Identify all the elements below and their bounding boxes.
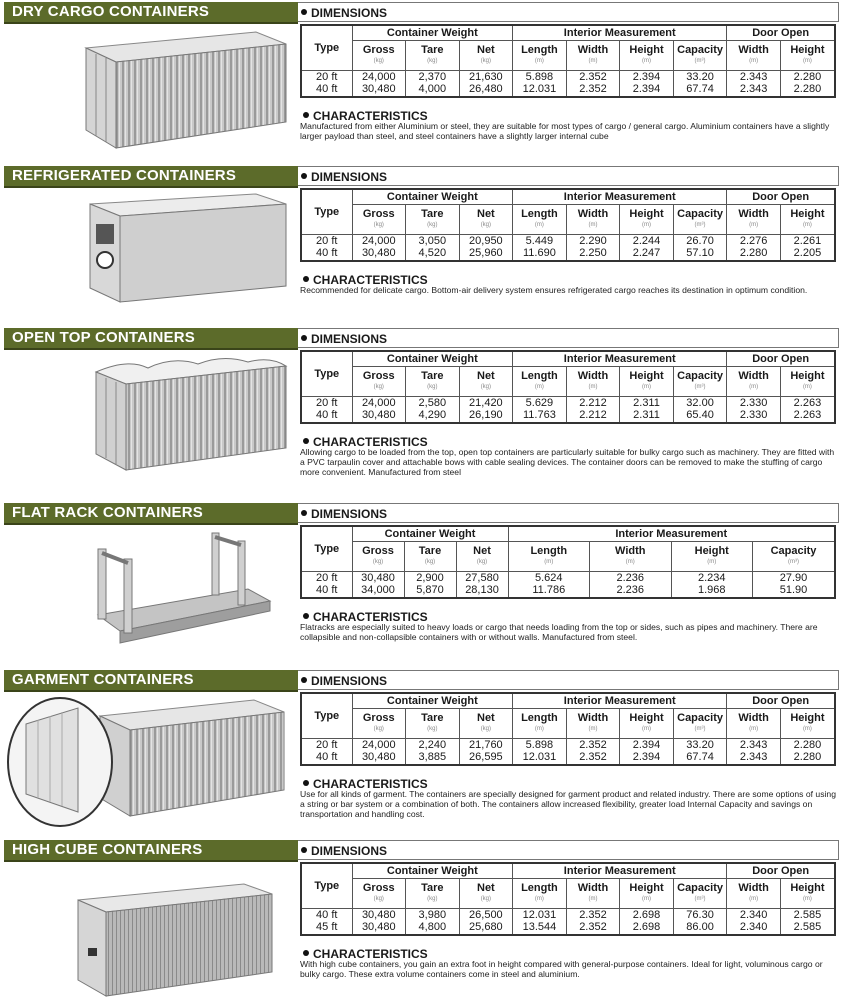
table-cell: 2.280 bbox=[780, 71, 834, 84]
table-cell: 24,000 bbox=[352, 739, 406, 752]
dimensions-table bbox=[302, 527, 834, 597]
table-cell: 3,885 bbox=[406, 752, 460, 764]
table-cell: 1.968 bbox=[671, 585, 752, 597]
characteristics-label: CHARACTERISTICS bbox=[313, 946, 428, 961]
garment-container-image bbox=[0, 694, 298, 830]
group-interior-measurement: Interior Measurement bbox=[513, 694, 727, 709]
table-cell: 2.280 bbox=[780, 752, 834, 764]
section-title: REFRIGERATED CONTAINERS bbox=[12, 167, 237, 184]
refrigerated-container-image bbox=[8, 190, 298, 326]
table-row bbox=[302, 922, 834, 934]
table-cell: 21,420 bbox=[459, 397, 513, 410]
table-cell: 2.698 bbox=[620, 922, 674, 934]
dimensions-table-wrap bbox=[300, 862, 836, 936]
dimensions-table-wrap bbox=[300, 692, 836, 766]
table-cell: 33.20 bbox=[673, 71, 727, 84]
table-cell: 2.280 bbox=[727, 248, 781, 260]
table-cell: 2,240 bbox=[406, 739, 460, 752]
dimensions-label: DIMENSIONS bbox=[311, 843, 388, 858]
table-cell: 3,050 bbox=[406, 235, 460, 248]
characteristics-header bbox=[300, 945, 428, 959]
table-cell: 2,580 bbox=[406, 397, 460, 410]
col-door-width: Width (m) bbox=[727, 709, 781, 739]
group-interior-measurement: Interior Measurement bbox=[513, 26, 727, 41]
col-length: Length (m) bbox=[513, 367, 567, 397]
col-width: Width (m) bbox=[590, 542, 671, 572]
characteristics-text: Allowing cargo to be loaded from the top, open top containers are particularly suitable for bulky cargo such as machinery. They are fitted with a PVC tarpaulin cover and attachable bows with cable sealing devices. The container doors can be removed to make the stuffing of cargo more convenient. Manufactured from steel bbox=[300, 447, 835, 477]
group-door-open: Door Open bbox=[727, 190, 834, 205]
dimensions-table bbox=[302, 694, 834, 764]
col-length: Length (m) bbox=[513, 205, 567, 235]
table-row bbox=[302, 410, 834, 422]
table-cell: 2.234 bbox=[671, 572, 752, 585]
table-cell: 2.352 bbox=[566, 922, 620, 934]
bullet-icon bbox=[303, 276, 309, 282]
table-cell: 25,960 bbox=[459, 248, 513, 260]
group-door-open: Door Open bbox=[727, 352, 834, 367]
table-cell: 12.031 bbox=[513, 909, 567, 922]
table-cell: 65.40 bbox=[673, 410, 727, 422]
table-cell: 5.449 bbox=[513, 235, 567, 248]
dimensions-label: DIMENSIONS bbox=[311, 506, 388, 521]
table-cell: 30,480 bbox=[352, 922, 406, 934]
table-cell: 2.352 bbox=[566, 739, 620, 752]
table-cell: 4,000 bbox=[406, 84, 460, 96]
group-container-weight: Container Weight bbox=[352, 694, 513, 709]
group-container-weight: Container Weight bbox=[352, 352, 513, 367]
table-row bbox=[302, 585, 834, 597]
col-capacity: Capacity (m³) bbox=[673, 41, 727, 71]
col-door-width: Width (m) bbox=[727, 205, 781, 235]
section-title: OPEN TOP CONTAINERS bbox=[12, 329, 195, 346]
table-row bbox=[302, 397, 834, 410]
bullet-icon bbox=[301, 847, 307, 853]
table-cell: 2.340 bbox=[727, 909, 781, 922]
col-width: Width (m) bbox=[566, 205, 620, 235]
table-cell: 11.763 bbox=[513, 410, 567, 422]
characteristics-header bbox=[300, 271, 428, 285]
section-title-bar bbox=[4, 2, 298, 24]
table-cell: 21,630 bbox=[459, 71, 513, 84]
col-door-height: Height (m) bbox=[780, 205, 834, 235]
table-cell: 12.031 bbox=[513, 84, 567, 96]
col-height: Height (m) bbox=[620, 205, 674, 235]
table-cell: 30,480 bbox=[352, 572, 404, 585]
flat-rack-container-image bbox=[8, 527, 298, 663]
section-title-bar bbox=[4, 328, 298, 350]
col-tare: Tare (kg) bbox=[406, 367, 460, 397]
table-cell: 34,000 bbox=[352, 585, 404, 597]
table-cell: 2.352 bbox=[566, 752, 620, 764]
col-tare: Tare (kg) bbox=[406, 205, 460, 235]
col-width: Width (m) bbox=[566, 879, 620, 909]
group-door-open: Door Open bbox=[727, 26, 834, 41]
characteristics-text: Flatracks are especially suited to heavy loads or cargo that needs loading from the top or sides, such as pipes and machinery. There are collapsible and non-collapsible containers with or without walls. Manufactured from steel. bbox=[300, 622, 818, 642]
dimensions-header bbox=[298, 328, 839, 348]
col-tare: Tare (kg) bbox=[406, 709, 460, 739]
table-cell: 2.244 bbox=[620, 235, 674, 248]
table-row bbox=[302, 71, 834, 84]
col-height: Height (m) bbox=[620, 879, 674, 909]
section-open-top bbox=[0, 326, 850, 490]
col-net: Net (kg) bbox=[459, 41, 513, 71]
table-cell: 2.236 bbox=[590, 585, 671, 597]
table-cell: 67.74 bbox=[673, 752, 727, 764]
col-type: Type bbox=[302, 26, 352, 71]
table-row bbox=[302, 572, 834, 585]
section-title: FLAT RACK CONTAINERS bbox=[12, 504, 203, 521]
dimensions-label: DIMENSIONS bbox=[311, 169, 388, 184]
table-cell: 2.340 bbox=[727, 922, 781, 934]
col-net: Net (kg) bbox=[459, 709, 513, 739]
col-capacity: Capacity (m³) bbox=[673, 879, 727, 909]
table-cell: 20,950 bbox=[459, 235, 513, 248]
table-cell: 20 ft bbox=[316, 571, 338, 584]
table-cell: 20 ft bbox=[316, 234, 338, 247]
table-cell: 2.394 bbox=[620, 752, 674, 764]
characteristics-header bbox=[300, 107, 428, 121]
col-gross: Gross (kg) bbox=[352, 879, 406, 909]
table-cell: 2.247 bbox=[620, 248, 674, 260]
table-cell: 24,000 bbox=[352, 235, 406, 248]
table-cell: 2.394 bbox=[620, 739, 674, 752]
table-cell: 2.311 bbox=[620, 397, 674, 410]
section-title: DRY CARGO CONTAINERS bbox=[12, 3, 210, 20]
table-cell: 40 ft bbox=[316, 908, 338, 921]
col-door-width: Width (m) bbox=[727, 367, 781, 397]
table-cell: 2.290 bbox=[566, 235, 620, 248]
col-tare: Tare (kg) bbox=[406, 41, 460, 71]
table-cell: 2.263 bbox=[780, 397, 834, 410]
col-capacity: Capacity (m³) bbox=[752, 542, 834, 572]
col-capacity: Capacity (m³) bbox=[673, 709, 727, 739]
table-cell: 27.90 bbox=[752, 572, 834, 585]
col-type: Type bbox=[302, 864, 352, 909]
table-cell: 67.74 bbox=[673, 84, 727, 96]
dry-cargo-container-image bbox=[8, 26, 298, 162]
table-cell: 4,800 bbox=[406, 922, 460, 934]
high-cube-container-image bbox=[8, 864, 298, 1000]
table-cell: 28,130 bbox=[456, 585, 508, 597]
bullet-icon bbox=[303, 438, 309, 444]
dimensions-table-wrap bbox=[300, 350, 836, 424]
dimensions-table bbox=[302, 864, 834, 934]
characteristics-label: CHARACTERISTICS bbox=[313, 434, 428, 449]
characteristics-header bbox=[300, 608, 428, 622]
table-cell: 40 ft bbox=[316, 247, 338, 260]
characteristics-text: Manufactured from either Aluminium or steel, they are suitable for most types of cargo / general cargo. Aluminium containers have a slightly larger payload than steel, and steel containers have a slightly larger internal cube bbox=[300, 121, 830, 141]
table-cell: 2,900 bbox=[404, 572, 456, 585]
table-cell: 12.031 bbox=[513, 752, 567, 764]
col-tare: Tare (kg) bbox=[404, 542, 456, 572]
table-cell: 4,290 bbox=[406, 410, 460, 422]
table-cell: 26,190 bbox=[459, 410, 513, 422]
group-interior-measurement: Interior Measurement bbox=[513, 352, 727, 367]
table-cell: 57.10 bbox=[673, 248, 727, 260]
col-type: Type bbox=[302, 527, 352, 572]
characteristics-label: CHARACTERISTICS bbox=[313, 108, 428, 123]
table-cell: 40 ft bbox=[316, 409, 338, 422]
group-interior-measurement: Interior Measurement bbox=[513, 190, 727, 205]
col-tare: Tare (kg) bbox=[406, 879, 460, 909]
table-cell: 2.698 bbox=[620, 909, 674, 922]
table-cell: 2.276 bbox=[727, 235, 781, 248]
group-door-open: Door Open bbox=[727, 864, 834, 879]
col-type: Type bbox=[302, 190, 352, 235]
group-container-weight: Container Weight bbox=[352, 864, 513, 879]
table-cell: 76.30 bbox=[673, 909, 727, 922]
table-cell: 2.343 bbox=[727, 71, 781, 84]
section-title: HIGH CUBE CONTAINERS bbox=[12, 841, 203, 858]
table-cell: 30,480 bbox=[352, 752, 406, 764]
col-door-height: Height (m) bbox=[780, 41, 834, 71]
table-cell: 2.212 bbox=[566, 397, 620, 410]
dimensions-table bbox=[302, 352, 834, 422]
dimensions-table bbox=[302, 26, 834, 96]
table-cell: 26,500 bbox=[459, 909, 513, 922]
col-gross: Gross (kg) bbox=[352, 367, 406, 397]
table-cell: 5.898 bbox=[513, 739, 567, 752]
col-net: Net (kg) bbox=[459, 367, 513, 397]
table-cell: 2.263 bbox=[780, 410, 834, 422]
table-cell: 40 ft bbox=[316, 751, 338, 764]
col-type: Type bbox=[302, 694, 352, 739]
bullet-icon bbox=[303, 112, 309, 118]
table-cell: 2.352 bbox=[566, 84, 620, 96]
col-type: Type bbox=[302, 352, 352, 397]
table-cell: 2.343 bbox=[727, 752, 781, 764]
table-cell: 33.20 bbox=[673, 739, 727, 752]
table-cell: 2.585 bbox=[780, 922, 834, 934]
characteristics-label: CHARACTERISTICS bbox=[313, 609, 428, 624]
table-cell: 26,595 bbox=[459, 752, 513, 764]
table-cell: 5,870 bbox=[404, 585, 456, 597]
col-capacity: Capacity (m³) bbox=[673, 205, 727, 235]
bullet-icon bbox=[301, 9, 307, 15]
table-cell: 30,480 bbox=[352, 84, 406, 96]
characteristics-header bbox=[300, 775, 428, 789]
table-row bbox=[302, 739, 834, 752]
section-dry-cargo bbox=[0, 0, 850, 164]
bullet-icon bbox=[303, 613, 309, 619]
table-row bbox=[302, 909, 834, 922]
bullet-icon bbox=[303, 780, 309, 786]
table-cell: 25,680 bbox=[459, 922, 513, 934]
characteristics-label: CHARACTERISTICS bbox=[313, 776, 428, 791]
table-cell: 40 ft bbox=[316, 83, 338, 96]
dimensions-label: DIMENSIONS bbox=[311, 5, 388, 20]
table-cell: 2.585 bbox=[780, 909, 834, 922]
section-high-cube bbox=[0, 838, 850, 1002]
bullet-icon bbox=[301, 173, 307, 179]
col-gross: Gross (kg) bbox=[352, 542, 404, 572]
dimensions-table-wrap bbox=[300, 24, 836, 98]
col-gross: Gross (kg) bbox=[352, 41, 406, 71]
table-cell: 2.261 bbox=[780, 235, 834, 248]
dimensions-header bbox=[298, 840, 839, 860]
col-door-height: Height (m) bbox=[780, 879, 834, 909]
table-cell: 45 ft bbox=[316, 921, 338, 934]
group-interior-measurement: Interior Measurement bbox=[513, 864, 727, 879]
col-length: Length (m) bbox=[513, 709, 567, 739]
col-net: Net (kg) bbox=[456, 542, 508, 572]
table-cell: 40 ft bbox=[316, 584, 338, 597]
table-cell: 2.236 bbox=[590, 572, 671, 585]
section-title-bar bbox=[4, 503, 298, 525]
characteristics-text: Recommended for delicate cargo. Bottom-air delivery system ensures refrigerated cargo reaches its destination in optimum condition. bbox=[300, 285, 808, 295]
bullet-icon bbox=[301, 677, 307, 683]
table-row bbox=[302, 248, 834, 260]
dimensions-header bbox=[298, 670, 839, 690]
col-length: Length (m) bbox=[513, 41, 567, 71]
col-width: Width (m) bbox=[566, 709, 620, 739]
section-title-bar bbox=[4, 166, 298, 188]
table-cell: 20 ft bbox=[316, 70, 338, 83]
table-cell: 20 ft bbox=[316, 396, 338, 409]
table-cell: 2.352 bbox=[566, 71, 620, 84]
dimensions-table-wrap bbox=[300, 188, 836, 262]
table-cell: 11.690 bbox=[513, 248, 567, 260]
group-container-weight: Container Weight bbox=[352, 527, 508, 542]
table-cell: 86.00 bbox=[673, 922, 727, 934]
table-cell: 2.330 bbox=[727, 397, 781, 410]
col-door-height: Height (m) bbox=[780, 709, 834, 739]
table-cell: 30,480 bbox=[352, 248, 406, 260]
dimensions-label: DIMENSIONS bbox=[311, 331, 388, 346]
col-net: Net (kg) bbox=[459, 205, 513, 235]
dimensions-header bbox=[298, 166, 839, 186]
dimensions-table-wrap bbox=[300, 525, 836, 599]
table-row bbox=[302, 752, 834, 764]
table-cell: 2.394 bbox=[620, 71, 674, 84]
section-title-bar bbox=[4, 670, 298, 692]
col-height: Height (m) bbox=[620, 709, 674, 739]
bullet-icon bbox=[301, 335, 307, 341]
table-cell: 2.343 bbox=[727, 739, 781, 752]
table-cell: 2.205 bbox=[780, 248, 834, 260]
col-width: Width (m) bbox=[566, 41, 620, 71]
table-cell: 26.70 bbox=[673, 235, 727, 248]
dimensions-header bbox=[298, 503, 839, 523]
col-gross: Gross (kg) bbox=[352, 205, 406, 235]
col-length: Length (m) bbox=[513, 879, 567, 909]
table-cell: 27,580 bbox=[456, 572, 508, 585]
dimensions-table bbox=[302, 190, 834, 260]
section-refrigerated bbox=[0, 164, 850, 328]
table-cell: 51.90 bbox=[752, 585, 834, 597]
table-cell: 2.311 bbox=[620, 410, 674, 422]
table-cell: 21,760 bbox=[459, 739, 513, 752]
table-row bbox=[302, 235, 834, 248]
col-height: Height (m) bbox=[620, 367, 674, 397]
table-cell: 13.544 bbox=[513, 922, 567, 934]
bullet-icon bbox=[303, 950, 309, 956]
col-door-width: Width (m) bbox=[727, 41, 781, 71]
characteristics-text: Use for all kinds of garment. The containers are specially designed for garment product and related industry. There are some options of using a string or bar system or a combination of both. The containers allow increased flexibility, greater load Internal Capacity and savings on transportation and handling cost. bbox=[300, 789, 836, 819]
col-net: Net (kg) bbox=[459, 879, 513, 909]
table-cell: 2.343 bbox=[727, 84, 781, 96]
col-capacity: Capacity (m³) bbox=[673, 367, 727, 397]
group-door-open: Door Open bbox=[727, 694, 834, 709]
table-cell: 30,480 bbox=[352, 410, 406, 422]
col-width: Width (m) bbox=[566, 367, 620, 397]
table-cell: 5.629 bbox=[513, 397, 567, 410]
bullet-icon bbox=[301, 510, 307, 516]
table-cell: 2.280 bbox=[780, 84, 834, 96]
table-row bbox=[302, 84, 834, 96]
col-gross: Gross (kg) bbox=[352, 709, 406, 739]
table-cell: 2.330 bbox=[727, 410, 781, 422]
table-cell: 30,480 bbox=[352, 909, 406, 922]
col-door-height: Height (m) bbox=[780, 367, 834, 397]
table-cell: 11.786 bbox=[508, 585, 589, 597]
table-cell: 2.394 bbox=[620, 84, 674, 96]
open-top-container-image bbox=[8, 352, 298, 488]
table-cell: 5.624 bbox=[508, 572, 589, 585]
col-height: Height (m) bbox=[671, 542, 752, 572]
dimensions-label: DIMENSIONS bbox=[311, 673, 388, 688]
section-title: GARMENT CONTAINERS bbox=[12, 671, 194, 688]
table-cell: 32.00 bbox=[673, 397, 727, 410]
table-cell: 26,480 bbox=[459, 84, 513, 96]
table-cell: 2.212 bbox=[566, 410, 620, 422]
group-container-weight: Container Weight bbox=[352, 190, 513, 205]
group-container-weight: Container Weight bbox=[352, 26, 513, 41]
col-length: Length (m) bbox=[508, 542, 589, 572]
table-cell: 2.250 bbox=[566, 248, 620, 260]
section-flat-rack bbox=[0, 501, 850, 665]
table-cell: 2.280 bbox=[780, 739, 834, 752]
dimensions-header bbox=[298, 2, 839, 22]
table-cell: 2.352 bbox=[566, 909, 620, 922]
characteristics-header bbox=[300, 433, 428, 447]
table-cell: 24,000 bbox=[352, 71, 406, 84]
section-garment bbox=[0, 668, 850, 832]
characteristics-text: With high cube containers, you gain an extra foot in height compared with general-purpose containers. Ideal for light, voluminous cargo or bulky cargo. These extra volume containers come in steel and aluminium. bbox=[300, 959, 823, 979]
characteristics-label: CHARACTERISTICS bbox=[313, 272, 428, 287]
section-title-bar bbox=[4, 840, 298, 862]
col-door-width: Width (m) bbox=[727, 879, 781, 909]
table-cell: 24,000 bbox=[352, 397, 406, 410]
table-cell: 20 ft bbox=[316, 738, 338, 751]
col-height: Height (m) bbox=[620, 41, 674, 71]
table-cell: 5.898 bbox=[513, 71, 567, 84]
group-interior-measurement: Interior Measurement bbox=[508, 527, 834, 542]
table-cell: 2,370 bbox=[406, 71, 460, 84]
table-cell: 3,980 bbox=[406, 909, 460, 922]
table-cell: 4,520 bbox=[406, 248, 460, 260]
